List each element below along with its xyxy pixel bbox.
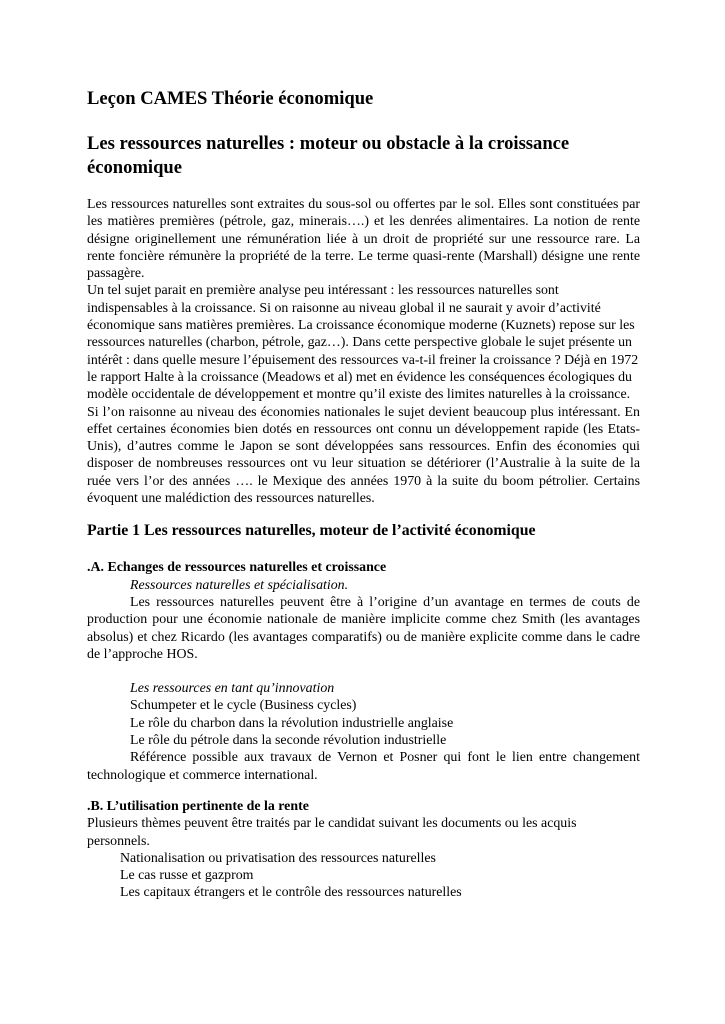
sectionA-subheading-specialisation: Ressources naturelles et spécialisation.	[130, 577, 349, 593]
lesson-subtitle: Les ressources naturelles : moteur ou obstacle à la croissance économique	[87, 133, 570, 178]
document-title: Leçon CAMES Théorie économique	[87, 88, 374, 109]
sectionB-heading: .B. L’utilisation pertinente de la rente	[87, 798, 309, 814]
sectionA-list-item: Schumpeter et le cycle (Business cycles)	[130, 698, 357, 714]
spacer	[87, 784, 640, 798]
document-page	[87, 88, 640, 902]
intro-paragraph-national: Si l’on raisonne au niveau des économies nationales le sujet devient beaucoup plus intéressant. En effet certaines économies bien dotés en ressources ont connu un développement rapide (les Etats-Unis), d’autres comme le Japon se sont développées sans ressources. Enfin des économies qui disposer de nombreuses ressources ont vu leur situation se détériorer (l’Australie à la suite de la ruée vers l’or des années …. le Mexique des années 1970 à la suite du boom pétrolier. Certains évoquent une malédiction des ressources naturelles.	[87, 404, 640, 507]
sectionB-intro: Plusieurs thèmes peuvent être traités par le candidat suivant les documents ou les acquis personnels.	[87, 816, 577, 849]
sectionB-list-item: Les capitaux étrangers et le contrôle des ressources naturelles	[120, 885, 462, 901]
sectionA-subheading-innovation: Les ressources en tant qu’innovation	[130, 681, 335, 697]
sectionB-list-item: Le cas russe et gazprom	[120, 868, 254, 884]
sectionA-list-item: Le rôle du charbon dans la révolution industrielle anglaise	[130, 715, 454, 731]
sectionA-list-item: Le rôle du pétrole dans la seconde révolution industrielle	[130, 733, 447, 749]
spacer	[87, 663, 640, 680]
sectionA-paragraph: Les ressources naturelles peuvent être à l’origine d’un avantage en termes de couts de production pour une économie nationale de manière implicite comme chez Smith (les avantages absolus) et chez Ricardo (les avantages comparatifs) ou de manière explicite comme dans le cadre de l’approche HOS.	[87, 594, 640, 662]
intro-paragraph-global: Un tel sujet parait en première analyse peu intéressant : les ressources naturelles sont indispensables à la croissance. Si on raisonne au niveau global il ne saurait y avoir d’activité économique sans matières premières. La croissance économique moderne (Kuznets) repose sur les ressources naturelles (charbon, pétrole, gaz…). Dans cette perspective globale le sujet présente un intérêt : dans quelle mesure l’épuisement des ressources va-t-il freiner la croissance ? Déjà en 1972 le rapport Halte à la croissance (Meadows et al) met en évidence les conséquences écologiques du modèle occidentale de développement et montre qu’il existe des limites naturelles à la croissance.	[87, 283, 639, 403]
part1-heading: Partie 1 Les ressources naturelles, moteur de l’activité économique	[87, 522, 536, 540]
sectionA-reference-paragraph: Référence possible aux travaux de Vernon et Posner qui font le lien entre changement technologique et commerce international.	[87, 750, 640, 783]
intro-paragraph-definition: Les ressources naturelles sont extraites du sous-sol ou offertes par le sol. Elles sont constituées par les matières premières (pétrole, gaz, minerais….) et les denrées alimentaires. La notion de rente désigne originellement une rémunération liée à un droit de propriété sur une ressource rare. La rente foncière rémunère la propriété de la terre. Le terme quasi-rente (Marshall) désigne une rente passagère.	[87, 197, 640, 282]
sectionB-list-item: Nationalisation ou privatisation des ressources naturelles	[120, 850, 436, 866]
sectionA-heading: .A. Echanges de ressources naturelles et croissance	[87, 560, 387, 576]
